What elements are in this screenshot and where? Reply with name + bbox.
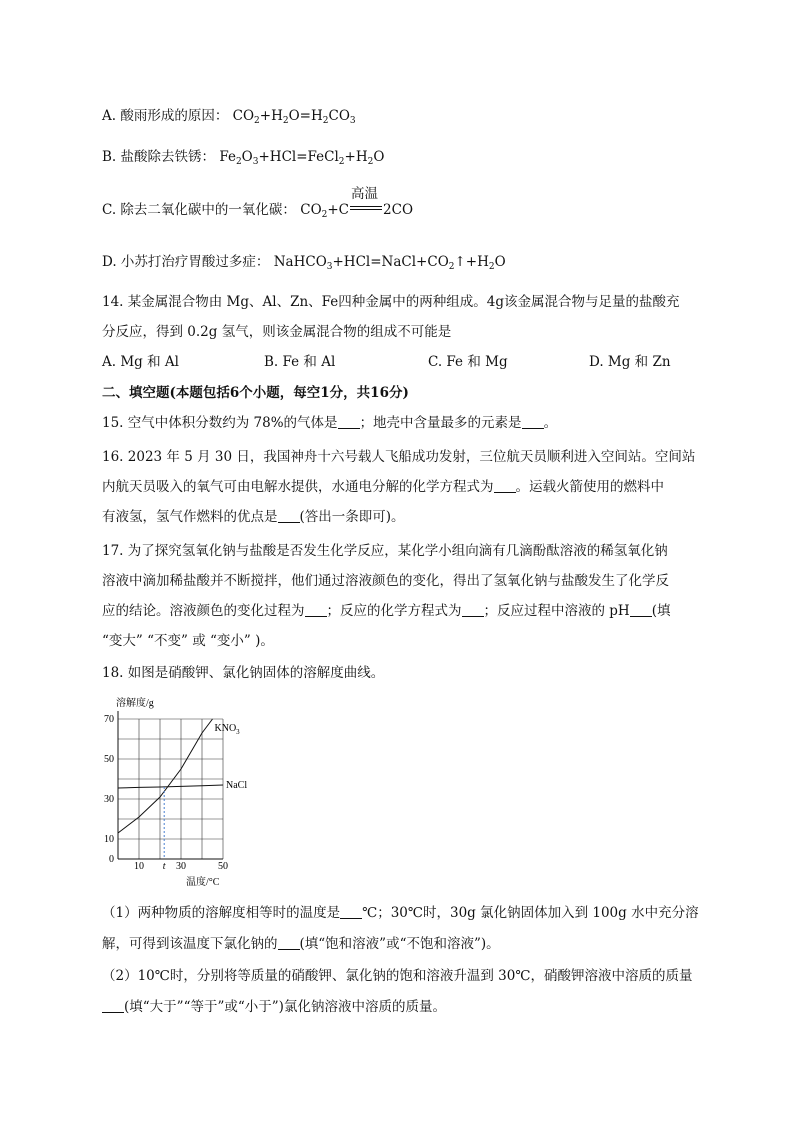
option-a-equation: $CO_2+H_2O=H_2CO_3$ [232, 108, 356, 126]
y-tick-label: 0 [109, 854, 114, 865]
option-d-equation: $NaHCO_3+HCl=NaCl+CO_2↑+H_2O$ [273, 254, 506, 272]
q18-stem: 18. 如图是硝酸钾、氯化钠固体的溶解度曲线。 [102, 665, 385, 681]
option-c-text: C. 除去二氧化碳中的一氧化碳： [102, 202, 296, 218]
q15-part-1: 15. 空气中体积分数约为 78%的气体是 [102, 415, 338, 431]
series-line-nacl [118, 785, 223, 788]
y-tick-label: 50 [104, 754, 114, 765]
q16-line-2a: 内航天员吸入的氧气可由电解水提供，水通电分解的化学方程式为 [102, 479, 494, 495]
q16-line-2b: 。运载火箭使用的燃料中 [515, 479, 664, 495]
option-c-product: 2CO [383, 202, 414, 218]
q14-option-a: A. Mg 和 Al [102, 354, 179, 370]
q17-line-3d: (填 [651, 603, 671, 619]
q17-line-2: 溶液中滴加稀盐酸并不断搅拌，他们通过溶液颜色的变化，得出了氢氧化钠与盐酸发生了化学反 [102, 573, 669, 589]
q16-line-3a: 有液氢，氢气作燃料的优点是 [102, 509, 278, 525]
blank [630, 604, 652, 617]
q18-sub1d: (填“饱和溶液”或“不饱和溶液”)。 [299, 936, 500, 952]
option-d-text: D. 小苏打治疗胃酸过多症： [102, 254, 270, 270]
option-b-text: B. 盐酸除去铁锈： [102, 149, 216, 165]
option-b-equation: $Fe_2O_3+HCl=FeCl_2+H_2O$ [219, 149, 385, 167]
x-tick-label: 10 [134, 861, 144, 872]
q17-line-3c: ；反应过程中溶液的 pH [483, 603, 630, 619]
blank [340, 906, 362, 919]
q18-sub1a: （1）两种物质的溶解度相等时的温度是 [102, 905, 341, 921]
y-tick-label: 10 [104, 834, 114, 845]
q18-sub2b: (填“大于”“等于”或“小于”)氯化钠溶液中溶质的质量。 [124, 999, 446, 1015]
q14-line-2: 分反应，得到 0.2g 氢气，则该金属混合物的组成不可能是 [102, 324, 452, 340]
x-tick-labels [134, 861, 228, 872]
axes [118, 711, 223, 859]
q15-part-2: ；地壳中含量最多的元素是 [359, 415, 522, 431]
q18-sub1-line-2 [102, 934, 500, 954]
q14-option-d: D. Mg 和 Zn [589, 354, 671, 370]
q18-sub1c: 解，可得到该温度下氯化钠的 [102, 936, 278, 952]
blank [522, 416, 544, 429]
blank [305, 604, 327, 617]
y-tick-label: 30 [104, 794, 114, 805]
q18-sub2-line-1: （2）10℃时，分别将等质量的硝酸钾、氯化钠的饱和溶液升温到 30℃，硝酸钾溶液中溶质的质量 [102, 968, 693, 984]
section-heading: 二、填空题(本题包括6个小题，每空1分，共16分) [102, 385, 409, 401]
q16-line-1: 16. 2023 年 5 月 30 日，我国神舟十六号载人飞船成功发射，三位航天员顺利进入空间站。空间站 [102, 449, 696, 465]
y-tick-labels [104, 714, 114, 865]
series-label-kno3: $KNO_3$ [214, 723, 240, 736]
q14-option-b: B. Fe 和 Al [264, 354, 336, 370]
blank [278, 937, 300, 950]
option-a-text: A. 酸雨形成的原因： [102, 108, 229, 124]
y-axis-label: 溶解度/g [116, 698, 154, 709]
x-tick-label: 50 [218, 861, 228, 872]
q13-option-a [102, 106, 356, 126]
q18-sub1-line-1 [102, 903, 699, 923]
x-tick-label: 30 [176, 861, 186, 872]
q13-option-d [102, 252, 506, 272]
blank [338, 416, 360, 429]
q16-line-3 [102, 507, 405, 527]
condition-label: 高温 [351, 186, 379, 202]
y-tick-label: 70 [104, 714, 114, 725]
option-c-equation: $CO_2+C$ 高温 2CO [300, 186, 414, 220]
q18-sub1b: ℃；30℃时，30g 氯化钠固体加入到 100g 水中充分溶 [362, 905, 699, 921]
grid [118, 719, 223, 859]
q17-line-3a: 应的结论。溶液颜色的变化过程为 [102, 603, 305, 619]
blank [278, 510, 300, 523]
q17-line-1: 17. 为了探究氢氧化钠与盐酸是否发生化学反应，某化学小组向滴有几滴酚酞溶液的稀氢氧化钠 [102, 543, 668, 559]
series [118, 719, 247, 859]
solubility-chart [98, 692, 248, 892]
q17-line-3b: ；反应的化学方程式为 [326, 603, 462, 619]
q14-option-c: C. Fe 和 Mg [428, 354, 508, 370]
q14-line-1: 14. 某金属混合物由 Mg、Al、Zn、Fe四种金属中的两种组成。4g该金属混合物与足量的盐酸充 [102, 294, 680, 310]
q15 [102, 413, 557, 433]
x-tick-label: t [162, 861, 166, 872]
q17-line-4: “变大” “不变” 或 “变小” )。 [102, 633, 274, 649]
q13-option-c [102, 186, 414, 220]
blank [102, 1000, 124, 1013]
q16-line-3b: (答出一条即可)。 [299, 509, 405, 525]
q18-sub2-line-2 [102, 997, 446, 1017]
q13-option-b [102, 147, 384, 167]
x-axis-label: 温度/°C [186, 877, 220, 888]
q15-part-3: 。 [543, 415, 558, 431]
blank [494, 480, 516, 493]
blank [462, 604, 484, 617]
series-line-kno3 [118, 719, 213, 833]
q17-line-3 [102, 601, 671, 621]
q16-line-2 [102, 477, 664, 497]
series-label-nacl: NaCl [226, 780, 248, 791]
